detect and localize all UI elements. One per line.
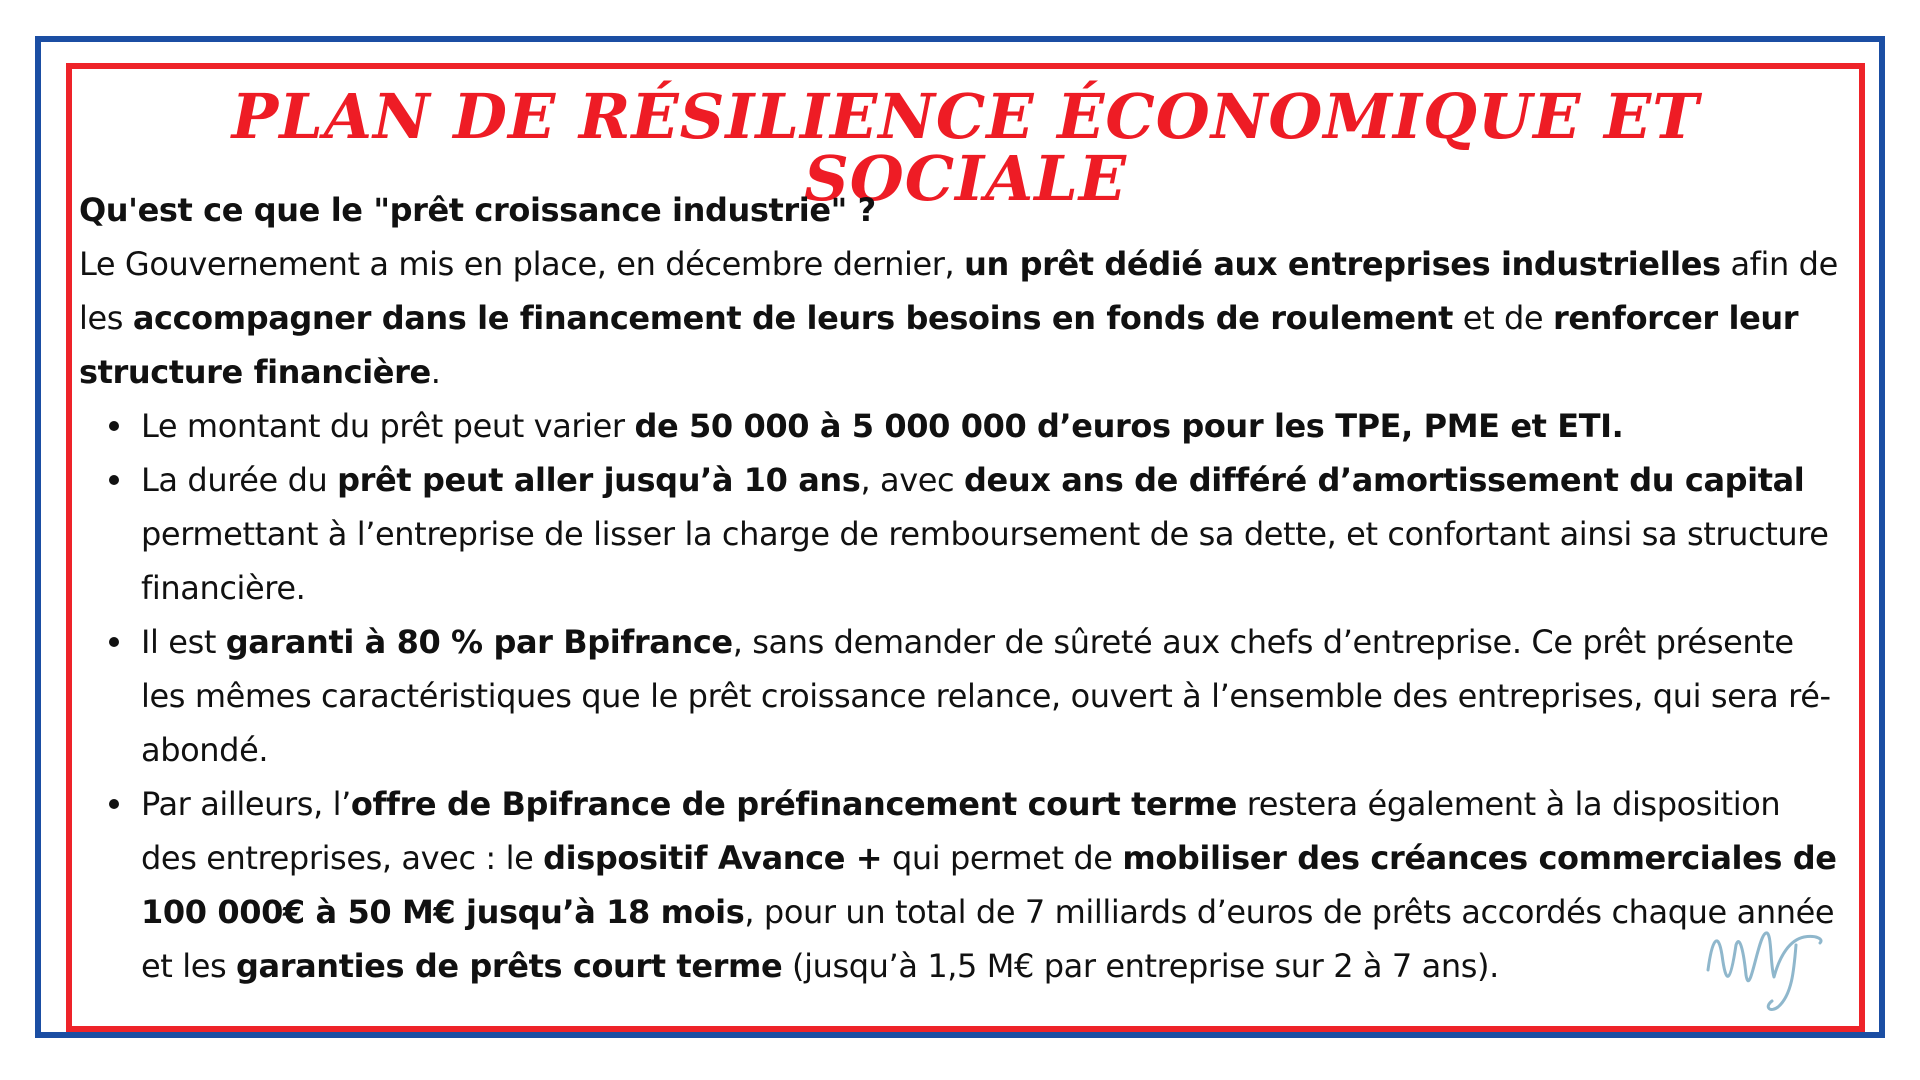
text-run: La durée du (141, 461, 338, 499)
bold-text-run: mobiliser des créances commerciales de 100 000€ à 50 M€ jusqu’à 18 mois (141, 839, 1837, 931)
bullet-dot-icon (109, 421, 119, 431)
text-run: (jusqu’à 1,5 M€ par entreprise sur 2 à 7 ans). (782, 947, 1499, 985)
list-item-text (141, 785, 1837, 985)
bullet-list (79, 399, 1859, 993)
bold-text-run: offre de Bpifrance de préfinancement court terme (350, 785, 1237, 823)
text-run: Il est (141, 623, 226, 661)
text-run: qui permet de (882, 839, 1123, 877)
text-run: Par ailleurs, l’ (141, 785, 351, 823)
bullet-dot-icon (109, 637, 119, 647)
list-item (79, 615, 1859, 777)
list-item (79, 777, 1859, 993)
text-run: , sans demander de sûreté aux chefs d’entreprise. Ce prêt présente les mêmes caractéristiques que le prêt croissance relance, ouvert à l’ensemble des entreprises, qui sera ré-abondé. (141, 623, 1831, 769)
text-run: Le Gouvernement a mis en place, en décembre dernier, (79, 245, 965, 283)
question-heading: Qu'est ce que le "prêt croissance industrie" ? (79, 191, 876, 229)
bullet-dot-icon (109, 799, 119, 809)
signature-stroke (1708, 933, 1821, 1010)
list-item (79, 453, 1859, 615)
intro-paragraph (79, 237, 1859, 399)
bold-text-run: deux ans de différé d’amortissement du capital (964, 461, 1805, 499)
text-run: . (430, 353, 441, 391)
text-run: afin de les (79, 245, 1838, 337)
signature-mark (1700, 915, 1830, 1020)
bold-text-run: renforcer leur structure financière (79, 299, 1799, 391)
list-item (79, 399, 1859, 453)
bold-text-run: dispositif Avance + (543, 839, 883, 877)
bold-text-run: accompagner dans le financement de leurs besoins en fonds de roulement (132, 299, 1454, 337)
content-body (79, 183, 1859, 993)
list-item-text (141, 407, 1623, 445)
text-run: restera également à la disposition des entreprises, avec : le (141, 785, 1781, 877)
bold-text-run: garanties de prêts court terme (236, 947, 783, 985)
bold-text-run: un prêt dédié aux entreprises industrielles (964, 245, 1721, 283)
text-run: Le montant du prêt peut varier (141, 407, 635, 445)
bold-text-run: garanti à 80 % par Bpifrance (225, 623, 733, 661)
text-run: et de (1453, 299, 1553, 337)
list-item-text (141, 461, 1829, 607)
list-item-text (141, 623, 1831, 769)
bold-text-run: de 50 000 à 5 000 000 d’euros pour les TPE, PME et ETI. (634, 407, 1624, 445)
bold-text-run: prêt peut aller jusqu’à 10 ans (337, 461, 861, 499)
text-run: , avec (860, 461, 965, 499)
text-run: , pour un total de 7 milliards d’euros de prêts accordés chaque année et les (141, 893, 1835, 985)
text-run: permettant à l’entreprise de lisser la charge de remboursement de sa dette, et confortant ainsi sa structure financière. (141, 515, 1829, 607)
bullet-dot-icon (109, 475, 119, 485)
page-title: PLAN DE RÉSILIENCE ÉCONOMIQUE ET SOCIALE (231, 80, 1700, 215)
